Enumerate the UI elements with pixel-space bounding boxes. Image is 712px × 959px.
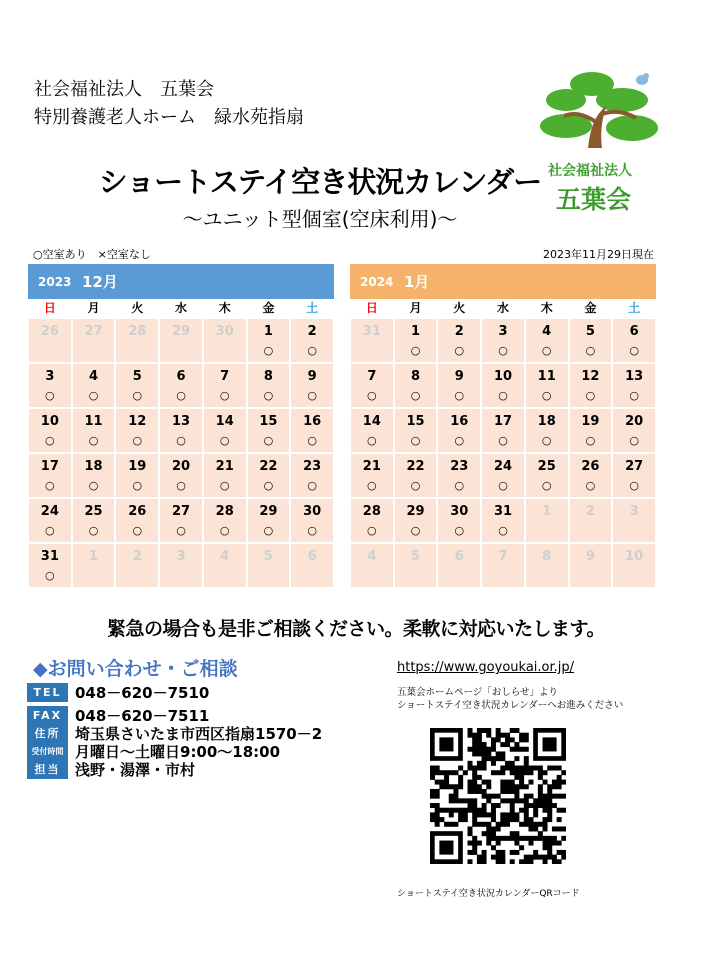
day-grid (350, 318, 656, 588)
day-number: 29 (171, 324, 191, 339)
day-number: 20 (171, 459, 191, 474)
day-number: 29 (259, 504, 278, 519)
day-number: 12 (128, 414, 147, 429)
day-number: 15 (259, 414, 278, 429)
pine-tree-logo-icon (536, 70, 666, 150)
availability-mark: ○ (307, 389, 317, 402)
day-cell (394, 453, 438, 498)
availability-mark: ○ (367, 389, 377, 402)
day-number: 1 (89, 549, 99, 564)
day-number: 27 (84, 324, 103, 339)
day-cell (481, 363, 525, 408)
weekday-label: 月 (409, 301, 422, 315)
day-number: 4 (542, 324, 552, 339)
day-number: 27 (171, 504, 191, 519)
day-number: 7 (367, 369, 377, 384)
day-number: 28 (362, 504, 381, 519)
weekday-label: 水 (497, 301, 510, 315)
logo-text-name: 五葉会 (556, 185, 632, 214)
availability-mark: ○ (307, 344, 317, 357)
day-cell (481, 453, 525, 498)
availability-mark: ○ (263, 389, 274, 402)
day-number: 16 (303, 414, 322, 429)
day-number: 10 (40, 414, 59, 429)
day-number: 31 (493, 504, 513, 519)
day-number: 30 (215, 324, 234, 339)
day-number: 3 (498, 324, 508, 339)
availability-mark: ○ (367, 434, 377, 447)
availability-mark: ○ (454, 524, 465, 537)
day-cell (115, 543, 159, 588)
day-number: 31 (40, 549, 59, 564)
contact-value: 埼玉県さいたま市西区指扇1570－2 (75, 724, 323, 743)
day-cell (203, 318, 247, 363)
day-number: 1 (411, 324, 421, 339)
day-number: 1 (542, 504, 552, 519)
day-cell (28, 363, 72, 408)
day-number: 11 (537, 369, 556, 384)
availability-mark: ○ (629, 434, 639, 447)
day-number: 17 (40, 459, 59, 474)
day-number: 12 (581, 369, 600, 384)
day-cell (28, 408, 72, 453)
day-number: 14 (215, 414, 234, 429)
calendar-header (28, 264, 334, 299)
day-cell (203, 408, 247, 453)
day-cell (350, 318, 394, 363)
contact-label: 担当 (27, 760, 68, 779)
availability-mark: ○ (541, 389, 552, 402)
day-cell (28, 318, 72, 363)
availability-mark: ○ (498, 344, 508, 357)
day-cell (247, 453, 291, 498)
day-cell (203, 363, 247, 408)
day-number: 5 (132, 369, 142, 384)
availability-mark: ○ (410, 434, 421, 447)
day-number: 26 (128, 504, 147, 519)
availability-mark: ○ (410, 524, 421, 537)
day-number: 5 (411, 549, 421, 564)
weekday-label: 火 (131, 301, 144, 315)
day-cell (525, 318, 569, 363)
day-number: 22 (406, 459, 425, 474)
page-title: ショートステイ空き状況カレンダー (98, 165, 542, 199)
availability-mark: ○ (132, 479, 143, 492)
availability-mark: ○ (629, 479, 639, 492)
contact-label: TEL (27, 683, 68, 702)
contact-value: 浅野・湯澤・市村 (75, 760, 196, 779)
availability-mark: ○ (410, 344, 421, 357)
day-cell (569, 318, 613, 363)
day-cell (481, 498, 525, 543)
day-number: 10 (493, 369, 513, 384)
availability-mark: ○ (45, 479, 55, 492)
day-number: 26 (581, 459, 600, 474)
day-cell (612, 318, 656, 363)
availability-mark: ○ (219, 524, 230, 537)
weekday-label: 火 (453, 301, 466, 315)
day-cell (481, 543, 525, 588)
availability-mark: ○ (585, 344, 596, 357)
day-cell (481, 318, 525, 363)
availability-mark: ○ (88, 434, 99, 447)
day-cell (159, 543, 203, 588)
day-cell (159, 498, 203, 543)
contact-label: 受付時間 (27, 742, 68, 761)
day-number: 20 (625, 414, 644, 429)
facility-name: 特別養護老人ホーム 緑水苑指扇 (34, 107, 304, 128)
day-number: 4 (367, 549, 377, 564)
availability-mark: ○ (585, 479, 596, 492)
day-number: 6 (454, 549, 464, 564)
availability-mark: ○ (88, 479, 99, 492)
calendar-header (350, 264, 656, 299)
day-cell (28, 453, 72, 498)
day-number: 29 (406, 504, 425, 519)
day-cell (394, 498, 438, 543)
day-number: 2 (132, 549, 142, 564)
availability-mark: ○ (45, 389, 55, 402)
day-number: 19 (581, 414, 600, 429)
contact-row-tel (27, 682, 209, 702)
day-cell (290, 318, 334, 363)
availability-mark: ○ (410, 389, 421, 402)
day-cell (394, 543, 438, 588)
availability-mark: ○ (454, 479, 465, 492)
day-number: 13 (625, 369, 644, 384)
day-cell (612, 408, 656, 453)
availability-mark: ○ (454, 344, 465, 357)
day-cell (247, 363, 291, 408)
day-number: 18 (84, 459, 103, 474)
day-cell (350, 453, 394, 498)
day-number: 27 (625, 459, 644, 474)
day-grid (28, 318, 334, 588)
org-name: 社会福祉法人 五葉会 (34, 79, 214, 100)
availability-mark: ○ (132, 434, 143, 447)
day-number: 9 (454, 369, 464, 384)
day-number: 1 (263, 324, 273, 339)
day-cell (612, 363, 656, 408)
calendar-january (350, 264, 656, 588)
day-cell (525, 408, 569, 453)
availability-mark: ○ (585, 434, 596, 447)
availability-mark: ○ (219, 434, 230, 447)
day-cell (350, 498, 394, 543)
day-cell (203, 498, 247, 543)
day-cell (203, 543, 247, 588)
day-number: 7 (498, 549, 508, 564)
weekday-label: 金 (584, 301, 597, 315)
calendar-december (28, 264, 334, 588)
weekday-row (350, 299, 656, 318)
availability-mark: ○ (263, 479, 274, 492)
day-cell (247, 318, 291, 363)
availability-mark: ○ (88, 389, 99, 402)
day-cell (525, 453, 569, 498)
day-number: 13 (171, 414, 191, 429)
availability-mark: ○ (176, 389, 186, 402)
day-number: 28 (128, 324, 147, 339)
availability-mark: ○ (263, 524, 274, 537)
availability-mark: ○ (132, 524, 143, 537)
day-cell (394, 318, 438, 363)
day-number: 2 (585, 504, 595, 519)
availability-mark: ○ (176, 434, 186, 447)
day-number: 24 (493, 459, 513, 474)
weekday-label: 木 (540, 301, 553, 315)
availability-mark: ○ (45, 434, 55, 447)
day-number: 16 (450, 414, 469, 429)
availability-mark: ○ (45, 524, 55, 537)
day-cell (350, 363, 394, 408)
weekday-label: 日 (365, 301, 378, 315)
day-cell (290, 363, 334, 408)
day-cell (612, 498, 656, 543)
day-number: 5 (585, 324, 595, 339)
calendar-year: 2024 (360, 274, 394, 289)
day-cell (525, 543, 569, 588)
day-cell (569, 543, 613, 588)
availability-mark: ○ (541, 434, 552, 447)
day-cell (28, 543, 72, 588)
weekday-label: 月 (87, 301, 100, 315)
day-cell (569, 498, 613, 543)
day-cell (115, 453, 159, 498)
day-cell (437, 543, 481, 588)
day-number: 3 (629, 504, 639, 519)
availability-mark: ○ (45, 569, 55, 582)
day-cell (350, 543, 394, 588)
day-cell (247, 543, 291, 588)
day-cell (481, 408, 525, 453)
day-number: 9 (585, 549, 595, 564)
as-of-date: 2023年11月29日現在 (543, 248, 654, 261)
availability-mark: ○ (367, 479, 377, 492)
day-cell (350, 408, 394, 453)
day-number: 4 (220, 549, 230, 564)
day-number: 3 (176, 549, 186, 564)
website-link[interactable]: https://www.goyoukai.or.jp/ (397, 660, 575, 675)
day-cell (612, 453, 656, 498)
availability-mark: ○ (88, 524, 99, 537)
day-cell (394, 363, 438, 408)
weekday-label: 水 (175, 301, 188, 315)
logo-text-org: 社会福祉法人 (548, 163, 632, 179)
day-cell (437, 498, 481, 543)
day-cell (437, 408, 481, 453)
day-number: 14 (362, 414, 381, 429)
day-number: 24 (40, 504, 59, 519)
contact-heading: ◆お問い合わせ・ご相談 (33, 658, 238, 680)
availability-mark: ○ (541, 344, 552, 357)
day-cell (159, 318, 203, 363)
day-number: 23 (303, 459, 322, 474)
day-cell (72, 408, 116, 453)
day-number: 2 (454, 324, 464, 339)
day-number: 23 (450, 459, 469, 474)
page-subtitle: ～ユニット型個室(空床利用)～ (182, 207, 458, 231)
day-cell (569, 363, 613, 408)
day-number: 2 (307, 324, 317, 339)
availability-mark: ○ (541, 479, 552, 492)
availability-mark: ○ (307, 434, 317, 447)
calendar-month: 12月 (82, 273, 118, 291)
day-cell (159, 363, 203, 408)
day-cell (115, 318, 159, 363)
day-number: 11 (84, 414, 103, 429)
day-number: 30 (303, 504, 322, 519)
weekday-label: 土 (628, 301, 641, 315)
day-cell (72, 453, 116, 498)
weekday-label: 日 (43, 301, 56, 315)
day-cell (203, 453, 247, 498)
availability-mark: ○ (367, 524, 377, 537)
day-number: 18 (537, 414, 556, 429)
day-cell (159, 408, 203, 453)
qr-code-icon[interactable] (430, 728, 566, 864)
availability-mark: ○ (263, 434, 274, 447)
day-cell (525, 498, 569, 543)
availability-mark: ○ (454, 389, 465, 402)
day-number: 15 (406, 414, 425, 429)
day-cell (290, 408, 334, 453)
day-cell (612, 543, 656, 588)
day-cell (437, 318, 481, 363)
day-number: 9 (307, 369, 317, 384)
day-cell (72, 498, 116, 543)
availability-mark: ○ (498, 524, 508, 537)
day-cell (28, 498, 72, 543)
qr-caption: ショートステイ空き状況カレンダーQRコード (397, 889, 580, 899)
day-cell (247, 498, 291, 543)
contact-row-staff (27, 759, 195, 779)
day-number: 6 (307, 549, 317, 564)
day-cell (437, 363, 481, 408)
day-number: 6 (176, 369, 186, 384)
day-cell (394, 408, 438, 453)
day-cell (290, 498, 334, 543)
notice-text: 緊急の場合も是非ご相談ください。柔軟に対応いたします。 (107, 618, 605, 640)
day-number: 3 (45, 369, 55, 384)
day-cell (569, 453, 613, 498)
day-number: 21 (362, 459, 381, 474)
availability-mark: ○ (498, 389, 508, 402)
availability-mark: ○ (307, 524, 317, 537)
day-cell (72, 543, 116, 588)
day-number: 10 (625, 549, 644, 564)
weekday-label: 金 (262, 301, 275, 315)
calendar-month: 1月 (404, 273, 430, 291)
day-number: 8 (411, 369, 421, 384)
day-cell (115, 498, 159, 543)
day-cell (569, 408, 613, 453)
day-number: 6 (629, 324, 639, 339)
day-number: 8 (263, 369, 273, 384)
day-number: 26 (40, 324, 59, 339)
availability-mark: ○ (454, 434, 465, 447)
calendar-year: 2023 (38, 274, 72, 289)
day-number: 25 (84, 504, 103, 519)
availability-mark: ○ (176, 479, 186, 492)
day-cell (437, 453, 481, 498)
availability-mark: ○ (219, 389, 230, 402)
day-number: 30 (450, 504, 469, 519)
weekday-row (28, 299, 334, 318)
day-number: 17 (493, 414, 513, 429)
availability-mark: ○ (585, 389, 596, 402)
availability-mark: ○ (629, 389, 639, 402)
weekday-label: 土 (306, 301, 319, 315)
day-number: 31 (362, 324, 381, 339)
availability-mark: ○ (219, 479, 230, 492)
day-number: 4 (89, 369, 99, 384)
day-number: 28 (215, 504, 234, 519)
website-note-2: ショートステイ空き状況カレンダーへお進みください (397, 700, 624, 711)
day-cell (115, 408, 159, 453)
day-cell (115, 363, 159, 408)
day-cell (290, 543, 334, 588)
availability-mark: ○ (629, 344, 639, 357)
day-cell (525, 363, 569, 408)
day-number: 7 (220, 369, 230, 384)
availability-mark: ○ (307, 479, 317, 492)
availability-mark: ○ (176, 524, 186, 537)
day-number: 22 (259, 459, 278, 474)
availability-mark: ○ (263, 344, 274, 357)
weekday-label: 木 (218, 301, 231, 315)
contact-value: 048－620－7511 (75, 706, 210, 725)
day-number: 8 (542, 549, 552, 564)
availability-mark: ○ (498, 479, 508, 492)
day-cell (247, 408, 291, 453)
availability-mark: ○ (132, 389, 143, 402)
availability-legend: ○空室あり ×空室なし (33, 248, 151, 261)
website-note-1: 五葉会ホームページ「おしらせ」より (397, 687, 559, 698)
availability-mark: ○ (498, 434, 508, 447)
contact-value: 月曜日～土曜日9:00～18:00 (75, 742, 281, 761)
day-cell (72, 363, 116, 408)
availability-mark: ○ (410, 479, 421, 492)
contact-value: 048－620－7510 (75, 683, 210, 702)
contact-label: 住所 (27, 724, 68, 743)
day-cell (159, 453, 203, 498)
day-cell (72, 318, 116, 363)
day-cell (290, 453, 334, 498)
day-number: 25 (537, 459, 556, 474)
day-number: 19 (128, 459, 147, 474)
day-number: 21 (215, 459, 234, 474)
contact-label: FAX (27, 706, 68, 725)
day-number: 5 (263, 549, 273, 564)
